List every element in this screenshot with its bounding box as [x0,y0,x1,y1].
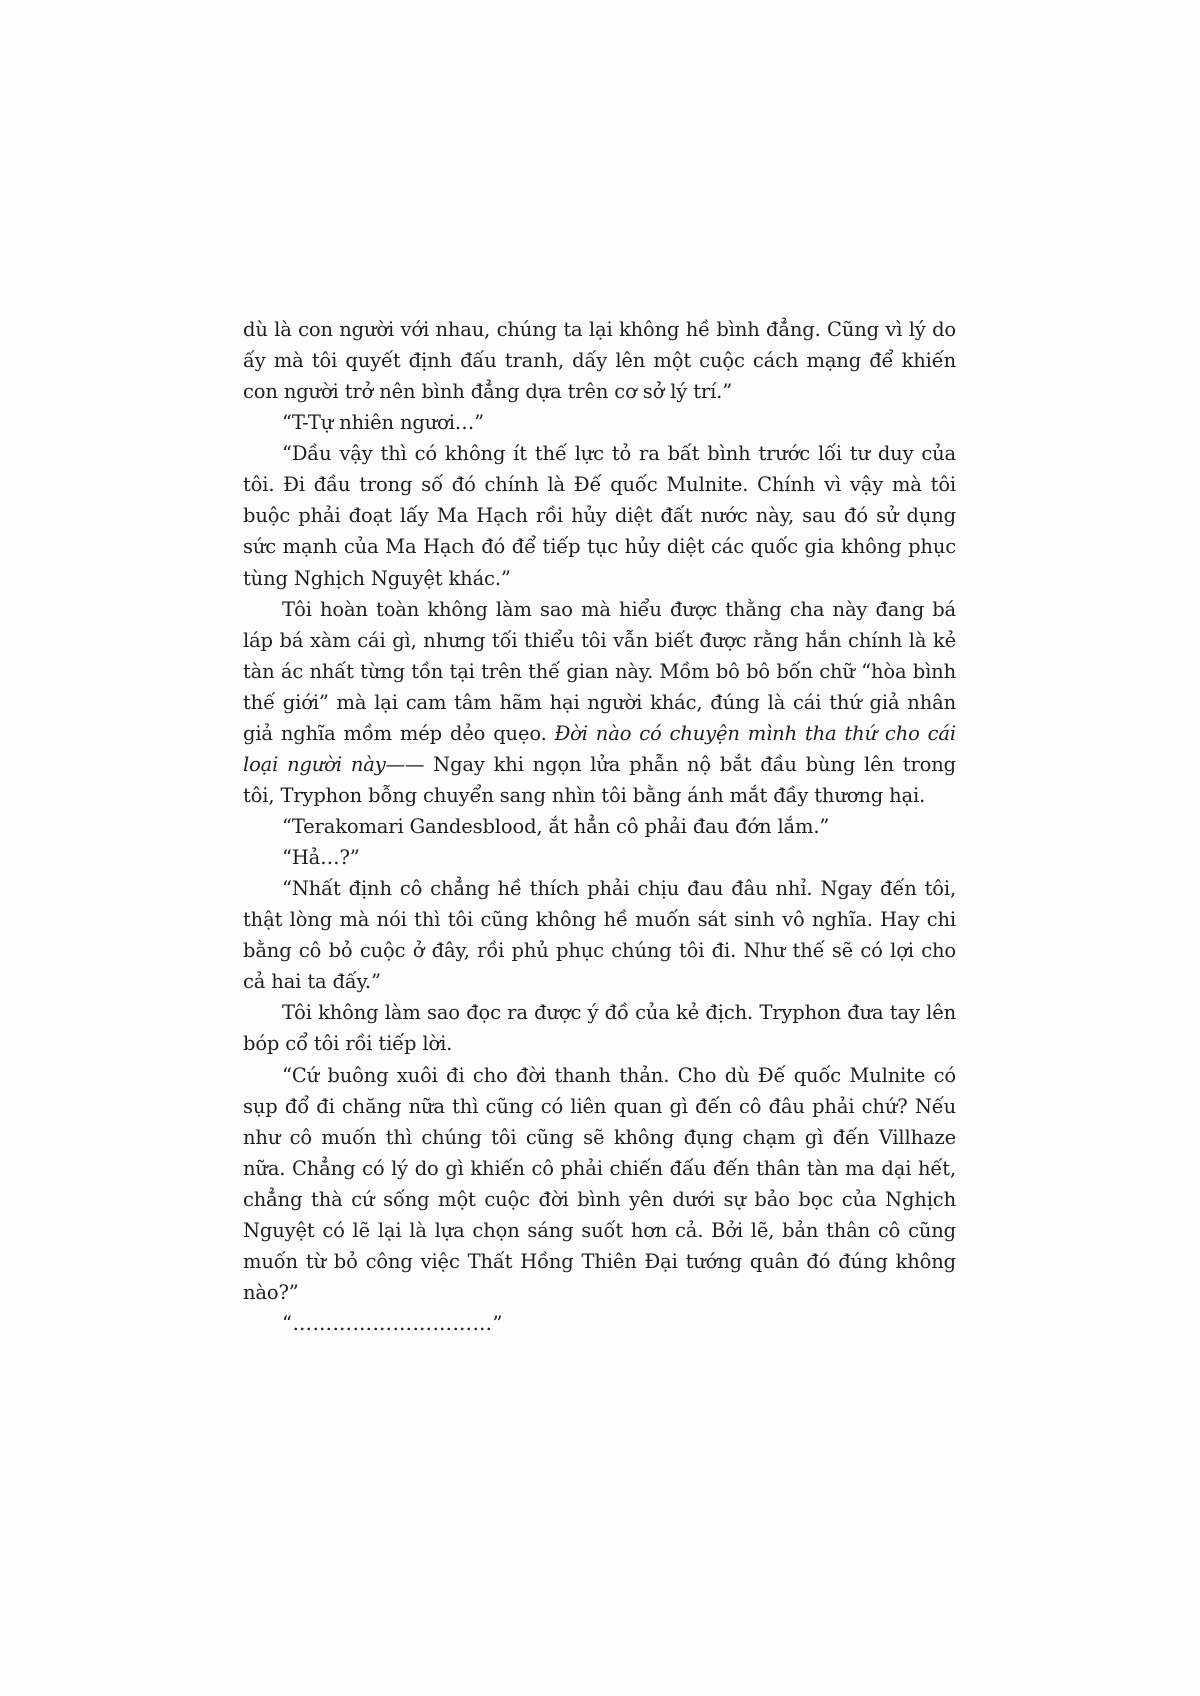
paragraph-continuation [243,314,956,407]
text-segment: “…………………………” [282,1312,503,1335]
text-segment: “Hả…?” [282,846,360,870]
italic-thought: Đời nào có chuyện mình tha thứ cho cái loại người này [243,721,956,776]
paragraph-narration [243,594,956,811]
body-text [243,314,956,1339]
text-segment: dù là con người với nhau, chúng ta lại không hề bình đẳng. Cũng vì lý do ấy mà tôi quyết định đấu tranh, dấy lên một cuộc cách mạng để khiến con người trở nên bình đẳng dựa trên cơ sở lý trí.” [243,318,956,404]
paragraph-dialogue [243,811,956,842]
text-segment: —— Ngay khi ngọn lửa phẫn nộ bắt đầu bùng lên trong tôi, Tryphon bỗng chuyển sang nhìn tôi bằng ánh mắt đầy thương hại. [243,752,956,807]
text-segment: “Nhất định cô chẳng hề thích phải chịu đau đâu nhỉ. Ngay đến tôi, thật lòng mà nói thì tôi cũng không hề muốn sát sinh vô nghĩa. Hay chi bằng cô bỏ cuộc ở đây, rồi phủ phục chúng tôi đi. Như thế sẽ có lợi cho cả hai ta đấy.” [243,877,956,994]
text-segment: “Terakomari Gandesblood, ắt hẳn cô phải đau đớn lắm.” [282,815,830,838]
text-segment: “T-Tự nhiên ngươi…” [282,411,484,435]
paragraph-narration [243,997,956,1059]
text-segment: “Cứ buông xuôi đi cho đời thanh thản. Cho dù Đế quốc Mulnite có sụp đổ đi chăng nữa thì cũng có liên quan gì đến cô đâu phải chứ? Nếu như cô muốn thì chúng tôi cũng sẽ không đụng chạm gì đến Villhaze nữa. Chẳng có lý do gì khiến cô phải chiến đấu đến thân tàn ma dại hết, chẳng thà cứ sống một cuộc đời bình yên dưới sự bảo bọc của Nghịch Nguyệt có lẽ lại là lựa chọn sáng suốt hơn cả. Bởi lẽ, bản thân cô cũng muốn từ bỏ công việc Thất Hồng Thiên Đại tướng quân đó đúng không nào?” [243,1063,956,1304]
paragraph-silence [243,1308,956,1339]
text-segment: Tôi không làm sao đọc ra được ý đồ của kẻ địch. Tryphon đưa tay lên bóp cổ tôi rồi tiếp lời. [243,1001,956,1056]
text-segment: “Dầu vậy thì có không ít thế lực tỏ ra bất bình trước lối tư duy của tôi. Đi đầu trong số đó chính là Đế quốc Mulnite. Chính vì vậy mà tôi buộc phải đoạt lấy Ma Hạch rồi hủy diệt đất nước này, sau đó sử dụng sức mạnh của Ma Hạch đó để tiếp tục hủy diệt các quốc gia không phục tùng Nghịch Nguyệt khác.” [243,442,956,590]
paragraph-dialogue [243,873,956,997]
paragraph-dialogue [243,842,956,873]
paragraph-dialogue [243,1060,956,1309]
paragraph-dialogue [243,438,956,593]
text-segment: Tôi hoàn toàn không làm sao mà hiểu được thằng cha này đang bá láp bá xàm cái gì, nhưng tối thiểu tôi vẫn biết được rằng hắn chính là kẻ tàn ác nhất từng tồn tại trên thế gian này. Mồm bô bô bốn chữ “hòa bình thế giới” mà lại cam tâm hãm hại người khác, đúng là cái thứ giả nhân giả nghĩa mồm mép dẻo quẹo. [243,597,956,745]
paragraph-dialogue [243,407,956,438]
